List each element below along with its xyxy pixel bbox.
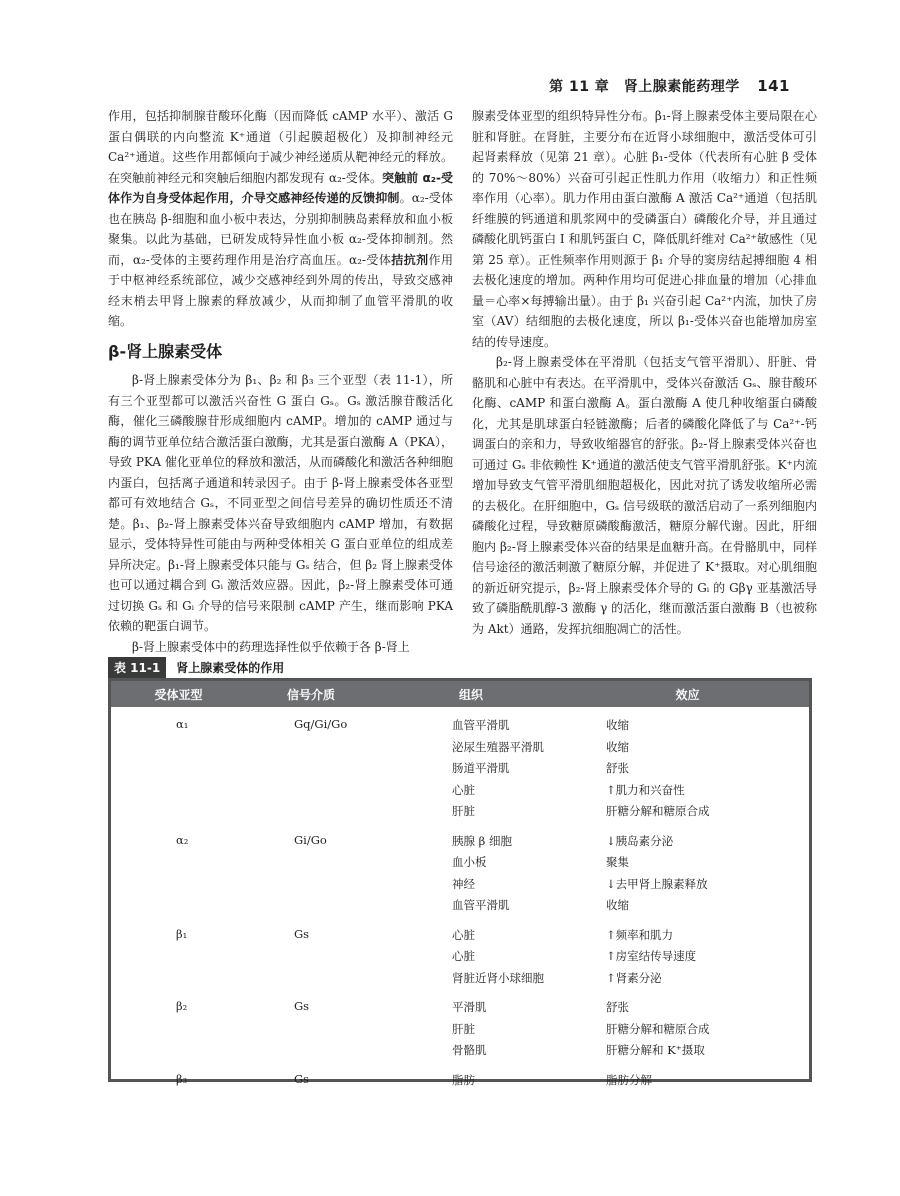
- receptor-subtype-cell: α₂: [176, 832, 189, 847]
- effect-item: ↑肾素分泌: [606, 970, 662, 985]
- effect-item: 肝糖分解和糖原合成: [606, 804, 710, 818]
- effect-item: ↑频率和肌力: [606, 927, 674, 942]
- effect-item: 聚集: [606, 855, 629, 869]
- paragraph: β-肾上腺素受体中的药理选择性似乎依赖于各 β-肾上: [132, 639, 410, 654]
- chapter-title: 第 11 章 肾上腺素能药理学: [549, 79, 740, 95]
- tissue-item: 脂肪: [452, 1072, 475, 1087]
- table-header-row: [111, 681, 809, 707]
- table-row: [111, 917, 809, 990]
- effect-item: 收缩: [606, 898, 629, 912]
- table-body: [111, 707, 809, 1091]
- tissue-item: 心脏: [452, 927, 475, 942]
- section-heading: β-肾上腺素受体: [108, 341, 223, 361]
- table-caption: [108, 657, 284, 678]
- effect-cell: [566, 997, 809, 1062]
- paragraph: β₂-肾上腺素受体在平滑肌（包括支气管平滑肌）、肝脏、骨骼肌和心脏中有表达。在平滑肌中，受体兴奋激活 Gₛ、腺苷酸环化酶、cAMP 和蛋白激酶 A。蛋白激酶 A 使几种收缩蛋白磷酸化，尤其是肌球蛋白轻链激酶；后者的磷酸化降低了与 Ca²⁺-钙调蛋白的亲和力，导致收缩器官的舒张。β₂-肾上腺素受体兴奋也可通过 Gₛ 非依赖性 K⁺通道的激活使支气管平滑肌舒张。K⁺内流增加导致支气管平滑肌细胞超极化，因此对抗了诱发收缩所必需的去极化。在肝细胞中，Gₛ 信号级联的激活启动了一系列细胞内磷酸化过程，导致糖原磷酸酶激活，糖原分解代谢。因此，肝细胞内 β₂-肾上腺素受体兴奋的结果是血糖升高。在骨骼肌中，同样信号途径的激活刺激了糖原分解，并促进了 K⁺摄取。对心肌细胞的新近研究提示，β₂-肾上腺素受体介导的 Gᵢ 的 Gβγ 亚基激活导致了磷脂酰肌醇-3 激酶 γ 的活化，继而激活蛋白激酶 B（也被称为 Akt）通路，发挥抗细胞凋亡的活性。: [472, 355, 817, 636]
- tissue-item: 肝脏: [452, 804, 475, 818]
- effect-item: ↓胰岛素分泌: [606, 833, 674, 848]
- paragraph: [108, 106, 453, 332]
- tissue-cell: [376, 831, 566, 917]
- effect-item: 收缩: [606, 739, 629, 754]
- effect-cell: [566, 925, 809, 990]
- receptor-subtype-cell: β₃: [176, 1071, 188, 1086]
- tissue-item: 血小板: [452, 855, 487, 869]
- paragraph: β-肾上腺素受体分为 β₁、β₂ 和 β₃ 三个亚型（表 11-1），所有三个亚型都可以激活兴奋性 G 蛋白 Gₛ。Gₛ 激活腺苷酸活化酶，催化三磷酸腺苷形成细胞内 cAMP。增加的 cAMP 通过与酶的调节亚单位结合激活蛋白激酶，尤其是蛋白激酶 A（PKA），导致 PKA 催化亚单位的释放和激活，从而磷酸化和激活各种细胞内蛋白，包括离子通道和转录因子。由于 β-肾上腺素受体各亚型都可有效地结合 Gₛ，不同亚型之间信号差异的确切性质还不清楚。β₁、β₂-肾上腺素受体兴奋导致细胞内 cAMP 增加，有数据显示，受体特异性可能由与两种受体相关 G 蛋白亚单位的组成差异所决定。β₁-肾上腺素受体只能与 Gₛ 结合，但 β₂ 肾上腺素受体也可以通过耦合到 Gᵢ 激活效应器。因此，β₂-肾上腺素受体可通过切换 Gₛ 和 Gᵢ 介导的信号来限制 cAMP 产生，继而影响 PKA 依赖的靶蛋白调节。: [108, 373, 453, 633]
- column-header: 组织: [458, 687, 483, 702]
- bold-text: 突触前 α₂-受体作为自身受体起作用，介导交感神经传递的反馈抑制: [108, 170, 453, 205]
- table-number: 表 11-1: [108, 657, 166, 678]
- effect-item: ↑房室结传导速度: [606, 949, 697, 963]
- tissue-item: 血管平滑肌: [452, 898, 510, 912]
- tissue-item: 心脏: [452, 782, 475, 797]
- receptor-table: [108, 678, 812, 1087]
- table-row: [111, 707, 809, 823]
- text-run: 。α₂-受体也在胰岛 β-细胞和血小板中表达，分别抑制胰岛素释放和血小板聚集。以此为基础，已研发成特异性血小板 α₂-受体抑制剂。然而，α₂-受体的主要药理作用是治疗高血压。α₂-受体: [108, 191, 453, 267]
- signal-mediator-cell: Gs: [294, 926, 310, 941]
- effect-item: 收缩: [606, 718, 629, 732]
- tissue-cell: [376, 997, 566, 1062]
- right-column: [472, 106, 817, 639]
- table-row: [111, 989, 809, 1062]
- tissue-item: 骨骼肌: [452, 1043, 487, 1057]
- paragraph: 腺素受体亚型的组织特异性分布。β₁-肾上腺素受体主要局限在心脏和肾脏。在肾脏，主要分布在近肾小球细胞中，激活受体可引起肾素释放（见第 21 章）。心脏 β₁-受体（代表所有心脏 β 受体的 70%～80%）兴奋可引起正性肌力作用（收缩力）和正性频率作用（心率）。肌力作用由蛋白激酶 A 激活 Ca²⁺通道（包括肌纤维膜的钙通道和肌浆网中的受磷蛋白）磷酸化介导，并且通过磷酸化肌钙蛋白 I 和肌钙蛋白 C，降低肌纤维对 Ca²⁺敏感性（见第 25 章）。正性频率作用则源于 β₁ 介导的窦房结起搏细胞 4 相去极化速度的增加。两种作用均可促进心排血量的增加（心排血量＝心率×每搏输出量）。由于 β₁ 兴奋引起 Ca²⁺内流，加快了房室（AV）结细胞的去极化速度，所以 β₁-受体兴奋也能增加房室结的传导速度。: [472, 109, 817, 349]
- tissue-item: 肝脏: [452, 1021, 475, 1036]
- table-row: [111, 823, 809, 917]
- signal-mediator-cell: Gi/Go: [294, 832, 327, 847]
- receptor-subtype-cell: β₁: [176, 926, 188, 941]
- tissue-item: 心脏: [452, 949, 475, 963]
- signal-mediator-cell: Gs: [294, 999, 310, 1013]
- page-number: 141: [757, 77, 790, 95]
- effect-item: 舒张: [606, 761, 629, 775]
- tissue-cell: [376, 1070, 566, 1092]
- left-column: [108, 106, 453, 657]
- tissue-item: 肠道平滑肌: [452, 761, 510, 775]
- tissue-cell: [376, 925, 566, 990]
- effect-item: 肝糖分解和糖原合成: [606, 1021, 710, 1036]
- tissue-item: 肾脏近肾小球细胞: [452, 970, 544, 985]
- bold-text: 拮抗剂: [391, 252, 429, 267]
- running-header: [549, 76, 790, 96]
- column-header: 受体亚型: [154, 687, 203, 702]
- tissue-item: 平滑肌: [452, 1000, 487, 1014]
- tissue-item: 泌尿生殖器平滑肌: [452, 739, 544, 754]
- effect-item: ↓去甲肾上腺素释放: [606, 876, 708, 891]
- text-run: 作用，包括抑制腺苷酸环化酶（因而降低 cAMP 水平）、激活 G 蛋白偶联的内向整流 K⁺通道（引起膜超极化）及抑制神经元 Ca²⁺通道。这些作用都倾向于减少神经递质从靶神经元的释放。在突触前神经元和突触后细胞内都发现有 α₂-受体。: [108, 109, 453, 185]
- column-header: 效应: [675, 687, 700, 702]
- signal-mediator-cell: Gs: [294, 1071, 310, 1086]
- effect-item: 脂肪分解: [606, 1072, 652, 1087]
- table-title: 肾上腺素受体的作用: [176, 661, 285, 675]
- tissue-item: 神经: [452, 876, 475, 891]
- receptor-subtype-cell: α₁: [176, 717, 189, 731]
- tissue-cell: [376, 715, 566, 823]
- column-header: 信号介质: [286, 687, 335, 702]
- signal-mediator-cell: Gq/Gi/Go: [294, 717, 348, 731]
- effect-item: ↑肌力和兴奋性: [606, 782, 685, 797]
- text-run: 作用于中枢神经系统部位，减少交感神经到外周的传出，导致交感神经末梢去甲肾上腺素的释放减少，从而抑制了血管平滑肌的收缩。: [108, 252, 453, 328]
- effect-cell: [566, 715, 809, 823]
- receptor-subtype-cell: β₂: [176, 999, 188, 1013]
- tissue-item: 胰腺 β 细胞: [452, 833, 512, 848]
- effect-item: 舒张: [606, 1000, 629, 1014]
- effect-cell: [566, 1070, 809, 1092]
- tissue-item: 血管平滑肌: [452, 718, 510, 732]
- table-row: [111, 1062, 809, 1092]
- effect-cell: [566, 831, 809, 917]
- effect-item: 肝糖分解和 K⁺摄取: [606, 1043, 705, 1057]
